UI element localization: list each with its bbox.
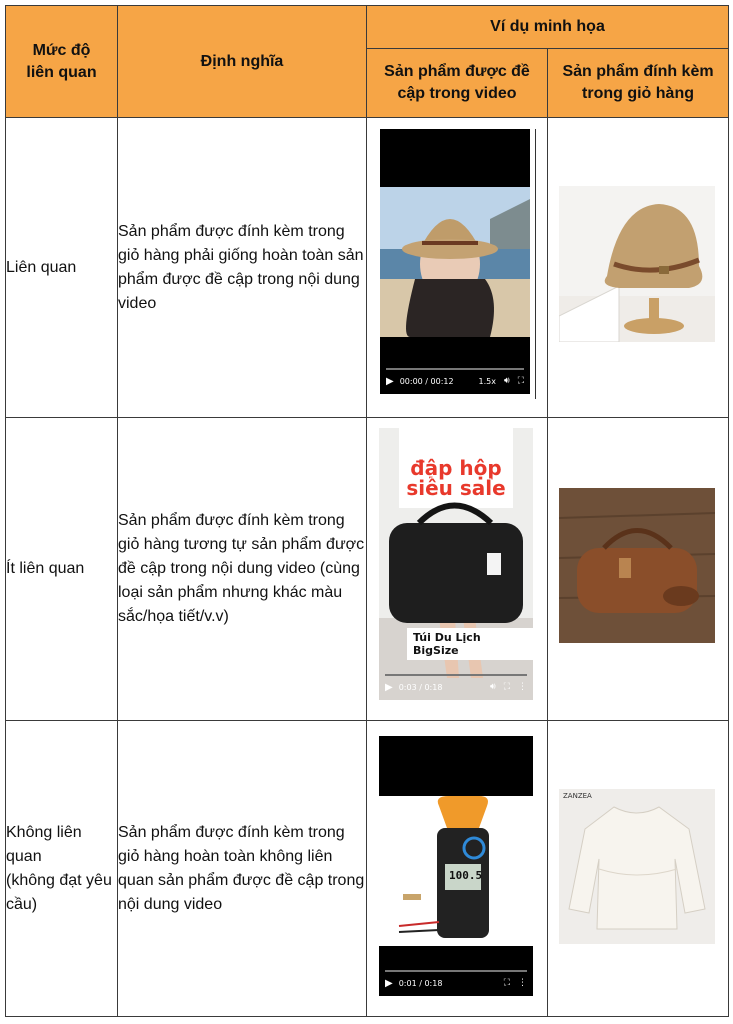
header-level-text: Mức độ liên quan [26, 41, 97, 81]
header-definition-text: Định nghĩa [200, 52, 284, 70]
promo-text: đập hộp siêu sale [406, 456, 506, 500]
level-text: Liên quan [6, 258, 77, 276]
more-options-icon[interactable]: ⋮ [518, 682, 527, 692]
brand-text: ZANZEA [563, 792, 592, 800]
volume-icon[interactable]: 🔊︎ [490, 682, 496, 692]
cart-cell [548, 418, 729, 721]
video-controls [379, 674, 533, 700]
video-player[interactable] [379, 428, 533, 700]
video-cell [367, 418, 548, 721]
volume-icon[interactable]: 🔊︎ [504, 376, 510, 386]
video-time: 00:00 / 00:12 [399, 376, 454, 386]
video-time: 0:01 / 0:18 [398, 978, 443, 988]
video-cell [367, 721, 548, 1017]
definition-text: Sản phẩm được đính kèm trong giỏ hàng hoàn toàn không liên quan sản phẩm được đề cập trong nội dung video [118, 823, 365, 913]
clamp-meter-frame [379, 736, 533, 996]
definition-text: Sản phẩm được đính kèm trong giỏ hàng tương tự sản phẩm được đề cập trong nội dung video (cùng loại sản phẩm nhưng khác màu sắc/họa tiết/v.v) [118, 512, 365, 625]
header-video-product [367, 49, 548, 118]
header-examples [367, 6, 729, 49]
straw-hat-icon [559, 186, 715, 342]
level-cell [6, 721, 118, 1017]
video-player[interactable] [380, 129, 530, 394]
hat-woman-frame [380, 129, 530, 394]
more-options-icon[interactable]: ⋮ [518, 978, 527, 988]
definition-text: Sản phẩm được đính kèm trong giỏ hàng phải giống hoàn toàn sản phẩm được đề cập trong nội dung video [118, 222, 364, 312]
divider [535, 129, 536, 399]
table-row [6, 418, 729, 721]
leather-bag-icon [559, 488, 715, 643]
play-icon[interactable]: ▶ [385, 977, 393, 989]
level-cell [6, 118, 118, 418]
header-video-product-text: Sản phẩm được đề cập trong video [384, 63, 530, 102]
playback-speed[interactable]: 1.5x [478, 376, 497, 386]
fullscreen-icon[interactable]: ⛶ [503, 682, 510, 692]
level-text: Không liên quan (không đạt yêu cầu) [6, 823, 112, 913]
play-icon[interactable]: ▶ [386, 375, 394, 387]
header-examples-text: Ví dụ minh họa [490, 18, 605, 35]
blouse-icon [559, 789, 715, 944]
fullscreen-icon[interactable]: ⛶ [517, 376, 524, 386]
blouse-image [559, 789, 715, 944]
leather-bag-image [559, 488, 715, 643]
header-cart-product [548, 49, 729, 118]
table-row [6, 721, 729, 1017]
video-time: 0:03 / 0:18 [398, 682, 443, 692]
straw-hat-image [559, 186, 715, 342]
cart-cell [548, 721, 729, 1017]
level-text: Ít liên quan [6, 560, 85, 577]
header-level [6, 6, 118, 118]
level-cell [6, 418, 118, 721]
relevance-table [5, 5, 729, 1017]
video-controls [380, 368, 530, 394]
header-cart-product-text: Sản phẩm đính kèm trong giỏ hàng [562, 63, 714, 102]
table-row [6, 118, 729, 418]
definition-cell [118, 721, 367, 1017]
fullscreen-icon[interactable]: ⛶ [503, 978, 510, 988]
play-icon[interactable]: ▶ [385, 681, 393, 693]
definition-cell [118, 118, 367, 418]
video-controls [379, 970, 533, 996]
definition-cell [118, 418, 367, 721]
cart-cell [548, 118, 729, 418]
product-label: Túi Du Lịch BigSize [407, 628, 533, 660]
meter-reading: 100.5 [449, 869, 483, 882]
header-definition [118, 6, 367, 118]
video-cell [367, 118, 548, 418]
video-player[interactable] [379, 736, 533, 996]
